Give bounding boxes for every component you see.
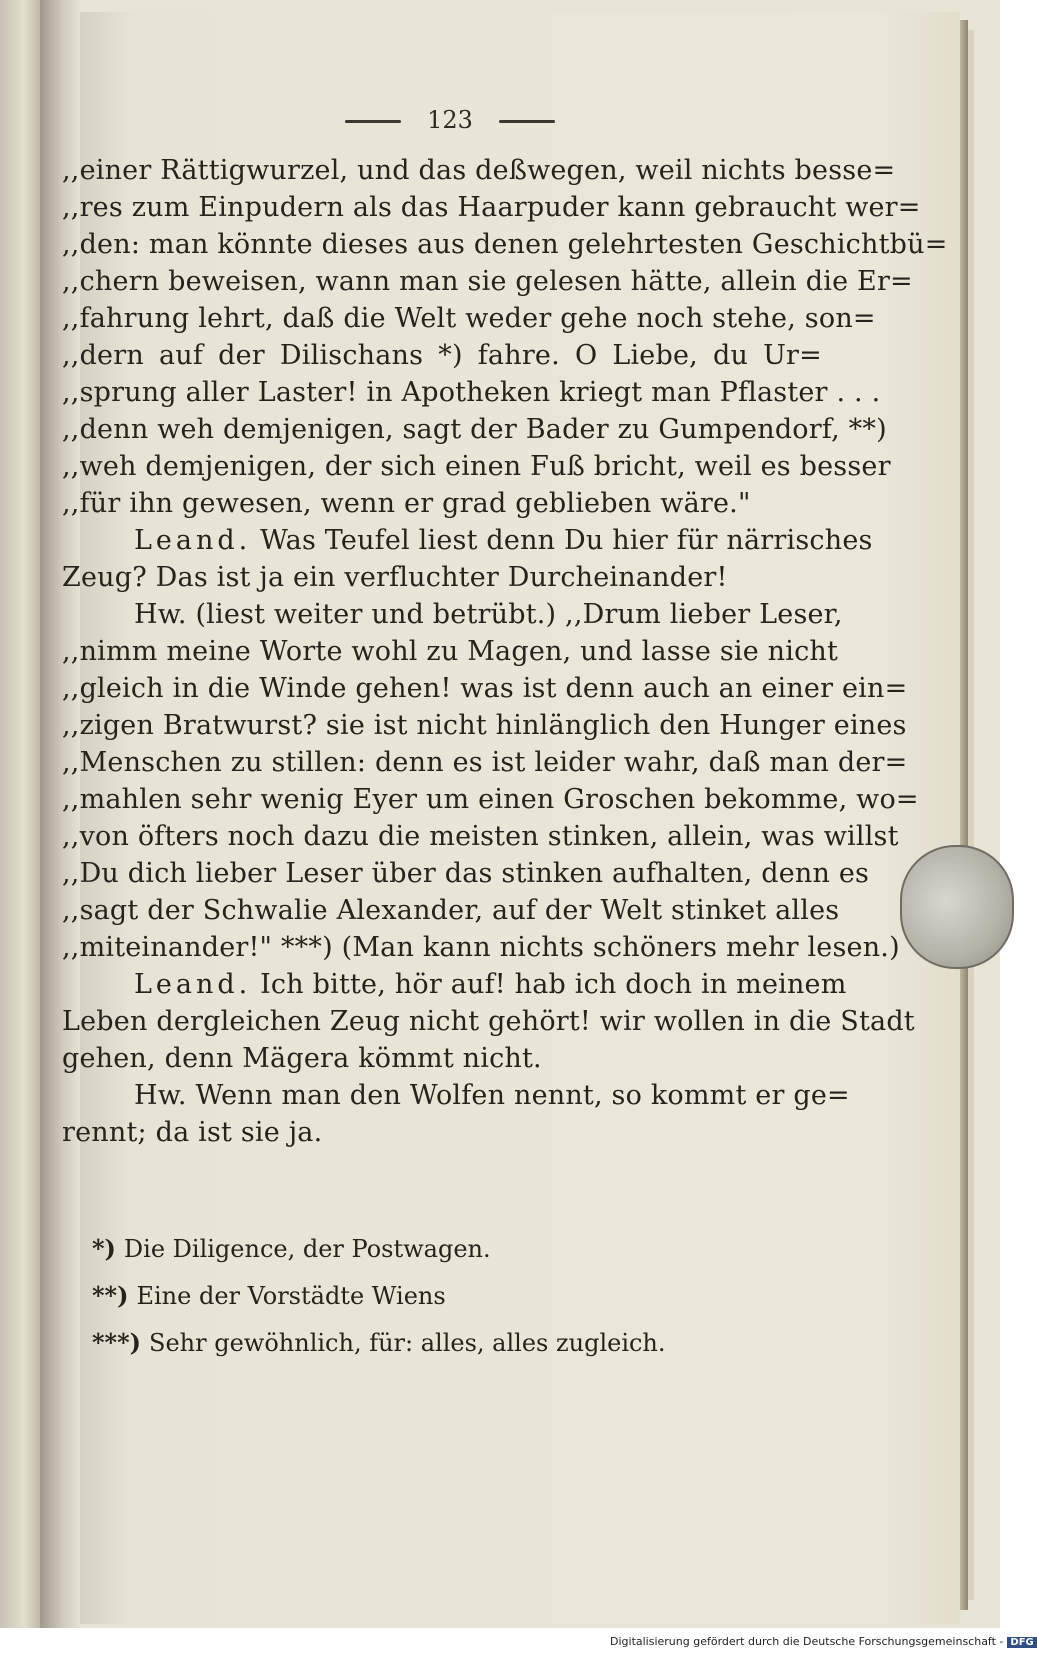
speech-text: Was Teufel liest denn Du hier für närrisches bbox=[260, 525, 873, 556]
speech-line bbox=[62, 1077, 850, 1114]
text-line: ,,gleich in die Winde gehen! was ist denn auch an einer ein= bbox=[62, 673, 908, 704]
text-line: ,,denn weh demjenigen, sagt der Bader zu Gumpendorf, **) bbox=[62, 414, 887, 445]
text-line: ,,einer Rättigwurzel, und das deßwegen, weil nichts besse= bbox=[62, 155, 896, 186]
text-line: ,,weh demjenigen, der sich einen Fuß bricht, weil es besser bbox=[62, 451, 891, 482]
footnote bbox=[92, 1272, 812, 1319]
footnote-text: Die Diligence, der Postwagen. bbox=[123, 1235, 491, 1263]
speech-text: (liest weiter und betrübt.) ,,Drum lieber Leser, bbox=[195, 599, 843, 630]
text-line: gehen, denn Mägera kömmt nicht. bbox=[62, 1043, 542, 1074]
text-line: ,,sagt der Schwalie Alexander, auf der Welt stinket alles bbox=[62, 895, 840, 926]
page-body bbox=[62, 152, 948, 1151]
speaker-label: Hw. bbox=[134, 1080, 187, 1111]
text-line: ,,Du dich lieber Leser über das stinken aufhalten, denn es bbox=[62, 858, 870, 889]
running-header bbox=[280, 106, 620, 146]
dfg-logo: DFG bbox=[1007, 1637, 1036, 1648]
page-number: 123 bbox=[427, 106, 473, 134]
speech-text: Wenn man den Wolfen nennt, so kommt er ge= bbox=[195, 1080, 850, 1111]
footnote-mark: ***) bbox=[92, 1328, 142, 1357]
text-line: Leben dergleichen Zeug nicht gehört! wir wollen in die Stadt bbox=[62, 1006, 915, 1037]
speech-text: Ich bitte, hör auf! hab ich doch in meinem bbox=[260, 969, 847, 1000]
speech-line bbox=[62, 522, 873, 559]
speech-line bbox=[62, 966, 847, 1003]
footnote bbox=[92, 1225, 812, 1272]
text-line: ,,zigen Bratwurst? sie ist nicht hinlänglich den Hunger eines bbox=[62, 710, 907, 741]
footnote-mark: *) bbox=[92, 1234, 116, 1263]
header-left-ornament bbox=[345, 120, 401, 123]
text-line: ,,res zum Einpudern als das Haarpuder kann gebraucht wer= bbox=[62, 192, 921, 223]
header-right-ornament bbox=[499, 120, 555, 123]
text-line: rennt; da ist sie ja. bbox=[62, 1117, 323, 1148]
speaker-label: Hw. bbox=[134, 599, 187, 630]
text-line: ,,miteinander!" ***) (Man kann nichts schöners mehr lesen.) bbox=[62, 932, 900, 963]
footnotes bbox=[92, 1225, 812, 1366]
text-line: ,,Menschen zu stillen: denn es ist leider wahr, daß man der= bbox=[62, 747, 908, 778]
text-line: ,,dern auf der Dilischans *) fahre. O Liebe, du Ur= bbox=[62, 340, 822, 371]
footnote-mark: **) bbox=[92, 1281, 129, 1310]
speech-line bbox=[62, 596, 843, 633]
footnote-text: Sehr gewöhnlich, für: alles, alles zugleich. bbox=[149, 1329, 666, 1357]
page-stack-edge bbox=[960, 20, 968, 1610]
previous-page-edge bbox=[0, 0, 40, 1628]
text-line: Zeug? Das ist ja ein verfluchter Durcheinander! bbox=[62, 562, 728, 593]
text-line: ,,chern beweisen, wann man sie gelesen hätte, allein die Er= bbox=[62, 266, 913, 297]
page-stack-edge-outer bbox=[968, 30, 974, 1600]
digitization-credit bbox=[610, 1635, 1034, 1651]
credit-text: Digitalisierung gefördert durch die Deutsche Forschungsgemeinschaft - bbox=[610, 1635, 1004, 1648]
text-line: ,,nimm meine Worte wohl zu Magen, und lasse sie nicht bbox=[62, 636, 839, 667]
footnote-text: Eine der Vorstädte Wiens bbox=[136, 1282, 446, 1310]
text-line: ,,mahlen sehr wenig Eyer um einen Groschen bekomme, wo= bbox=[62, 784, 919, 815]
footnote bbox=[92, 1319, 812, 1366]
text-line: ,,von öfters noch dazu die meisten stinken, allein, was willst bbox=[62, 821, 899, 852]
text-line: ,,für ihn gewesen, wenn er grad geblieben wäre." bbox=[62, 488, 751, 519]
speaker-label: Leand. bbox=[134, 525, 252, 556]
scanner-thumb-shadow bbox=[900, 845, 1014, 969]
text-line: ,,sprung aller Laster! in Apotheken kriegt man Pflaster . . . bbox=[62, 377, 881, 408]
speaker-label: Leand. bbox=[134, 969, 252, 1000]
text-line: ,,fahrung lehrt, daß die Welt weder gehe noch stehe, son= bbox=[62, 303, 876, 334]
text-line: ,,den: man könnte dieses aus denen gelehrtesten Geschichtbü= bbox=[62, 229, 948, 260]
